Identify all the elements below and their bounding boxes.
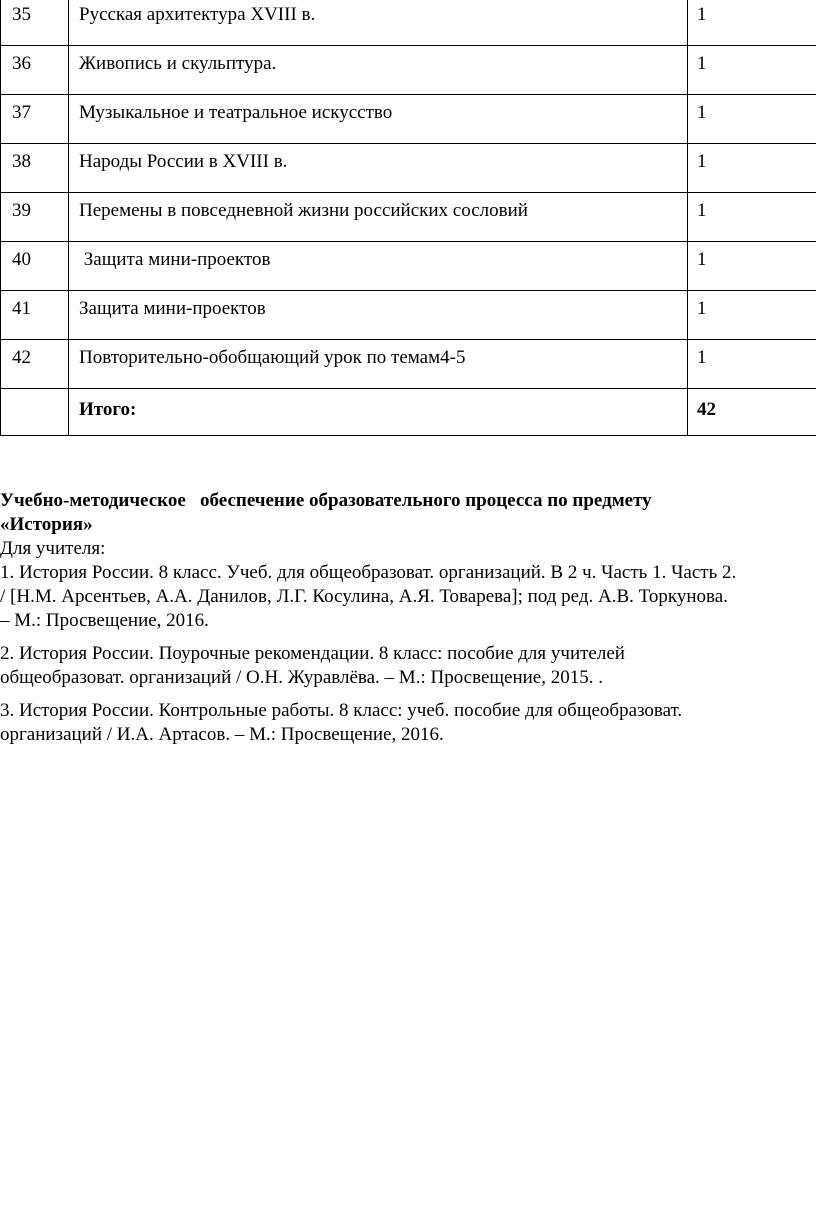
- reference-line: организаций / И.А. Артасов. – М.: Просвещение, 2016.: [0, 724, 444, 745]
- lesson-number: 35: [1, 0, 69, 46]
- lesson-number: 41: [1, 291, 69, 340]
- lesson-hours: 1: [688, 242, 816, 291]
- reference-item: [0, 561, 816, 633]
- table-row: [1, 46, 816, 95]
- lesson-hours: 1: [688, 291, 816, 340]
- table-row: [1, 144, 816, 193]
- reference-line: / [Н.М. Арсентьев, А.А. Данилов, Л.Г. Косулина, А.Я. Товарева]; под ред. А.В. Торкунова.: [0, 586, 728, 607]
- lesson-number: 38: [1, 144, 69, 193]
- audience-label: Для учителя:: [0, 538, 106, 559]
- lesson-topic: Перемены в повседневной жизни российских сословий: [69, 193, 688, 242]
- reference-line: общеобразоват. организаций / О.Н. Журавлёва. – М.: Просвещение, 2015. .: [0, 667, 603, 688]
- section-title-line: «История»: [0, 514, 93, 535]
- lesson-topic: Музыкальное и театральное искусство: [69, 95, 688, 144]
- lesson-number: 36: [1, 46, 69, 95]
- lesson-hours: 1: [688, 95, 816, 144]
- table-total-row: [1, 389, 816, 436]
- lesson-topic: Народы России в XVIII в.: [69, 144, 688, 193]
- reference-item: [0, 642, 816, 690]
- lesson-number: 37: [1, 95, 69, 144]
- total-number: [1, 389, 69, 436]
- reference-line: 3. История России. Контрольные работы. 8 класс: учеб. пособие для общеобразоват.: [0, 700, 683, 721]
- section-title: [0, 489, 816, 537]
- table-row: [1, 291, 816, 340]
- table-row: [1, 340, 816, 389]
- table-row: [1, 0, 816, 46]
- section-title-line: Учебно-методическое обеспечение образовательного процесса по предмету: [0, 490, 652, 511]
- teaching-materials-section: [0, 489, 816, 747]
- lesson-topic: Повторительно-обобщающий урок по темам4-5: [69, 340, 688, 389]
- lesson-hours: 1: [688, 46, 816, 95]
- reference-line: 2. История России. Поурочные рекомендации. 8 класс: пособие для учителей: [0, 643, 625, 664]
- lesson-number: 40: [1, 242, 69, 291]
- lesson-hours: 1: [688, 144, 816, 193]
- total-hours: 42: [688, 389, 816, 436]
- lesson-number: 39: [1, 193, 69, 242]
- reference-item: [0, 699, 816, 747]
- total-label: Итого:: [69, 389, 688, 436]
- lesson-topic: Живопись и скульптура.: [69, 46, 688, 95]
- table-row: [1, 193, 816, 242]
- lesson-plan-table: [0, 0, 816, 436]
- table-row: [1, 242, 816, 291]
- reference-line: 1. История России. 8 класс. Учеб. для общеобразоват. организаций. В 2 ч. Часть 1. Часть 2.: [0, 562, 737, 583]
- lesson-topic: Защита мини-проектов: [69, 291, 688, 340]
- lesson-hours: 1: [688, 193, 816, 242]
- lesson-topic: Защита мини-проектов: [69, 242, 688, 291]
- lesson-number: 42: [1, 340, 69, 389]
- table-row: [1, 95, 816, 144]
- lesson-topic: Русская архитектура XVIII в.: [69, 0, 688, 46]
- lesson-hours: 1: [688, 0, 816, 46]
- reference-line: – М.: Просвещение, 2016.: [0, 610, 209, 631]
- lesson-hours: 1: [688, 340, 816, 389]
